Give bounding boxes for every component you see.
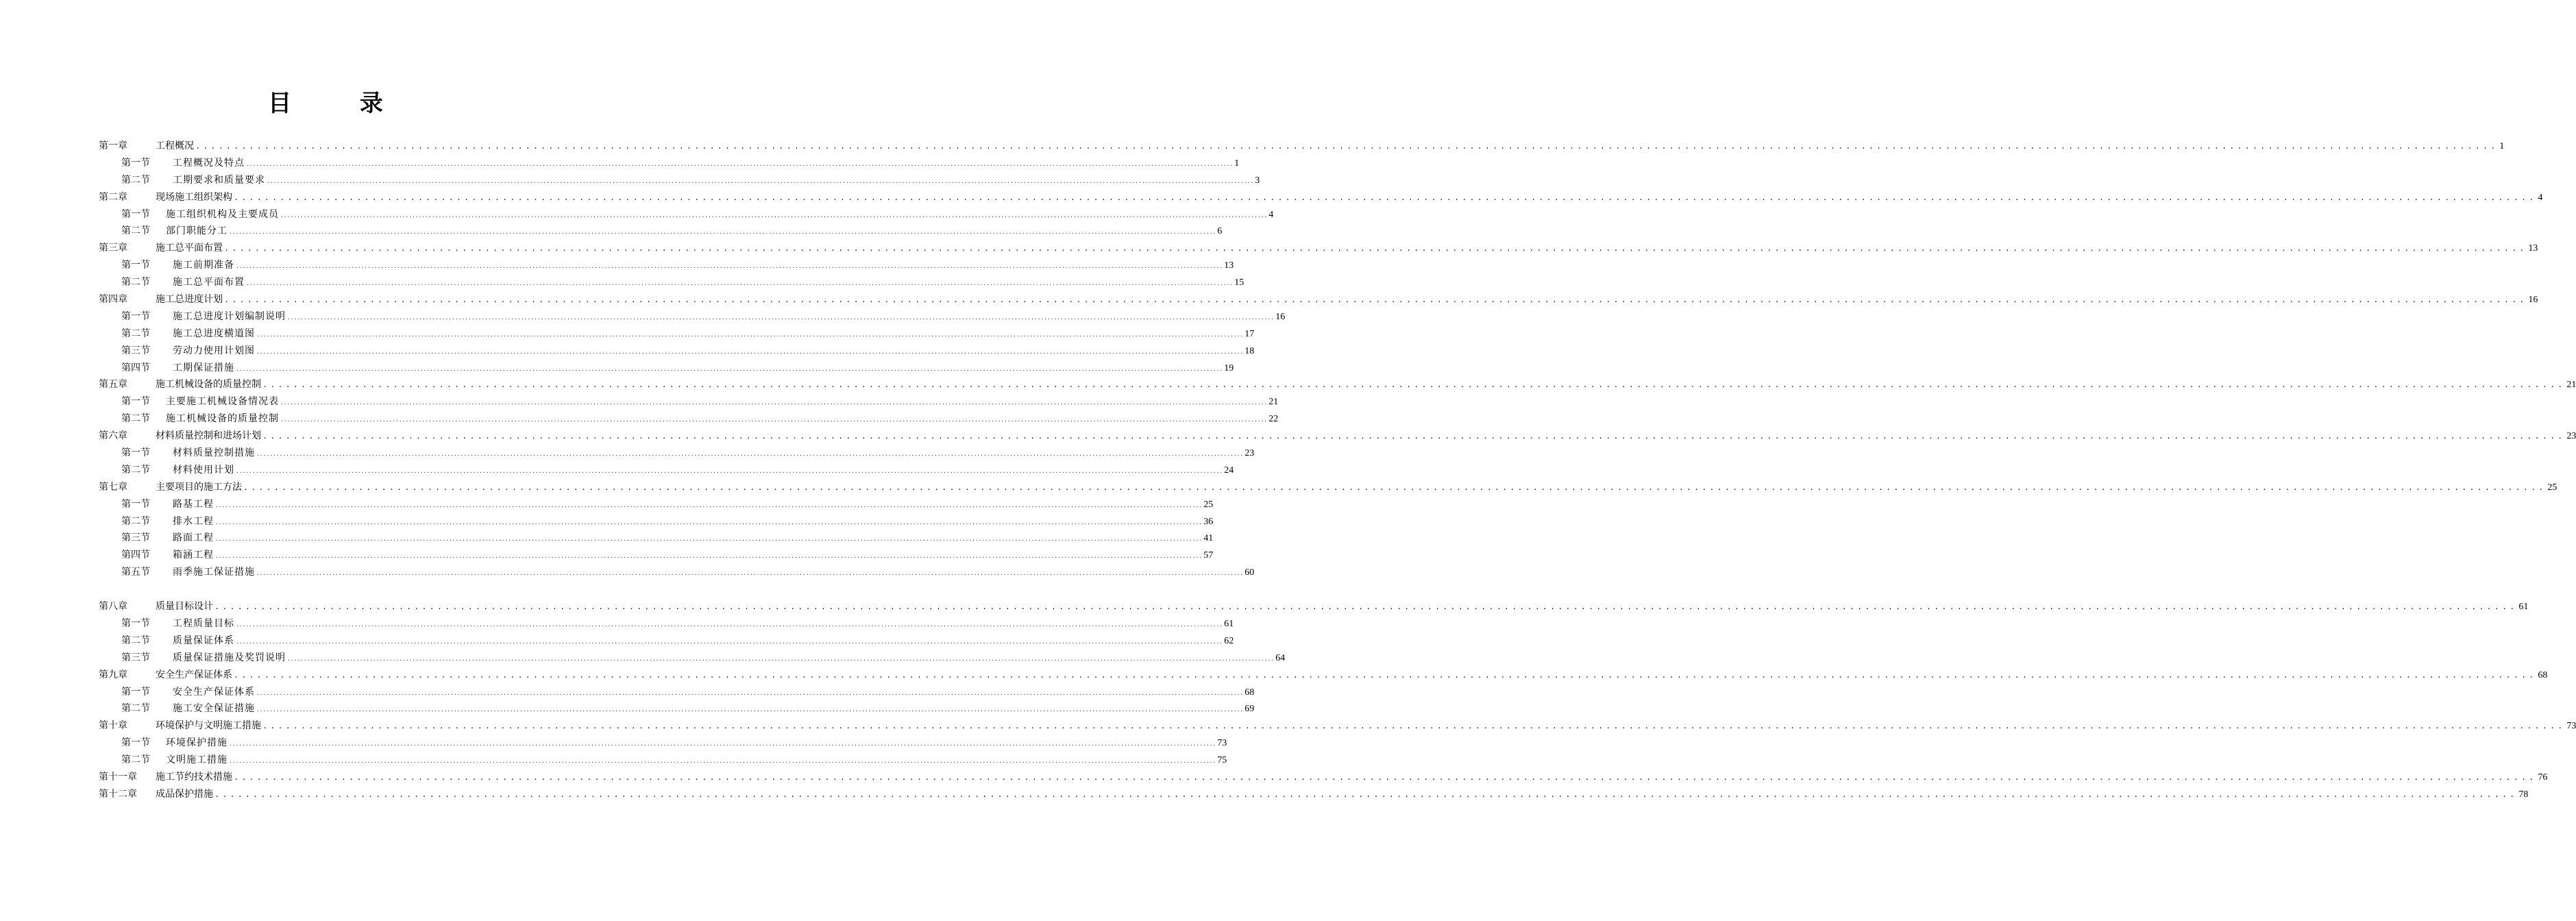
toc-section-row[interactable] (99, 206, 1274, 223)
toc-page-number: 1 (2499, 141, 2505, 151)
toc-entry-number: 第一章 (99, 140, 127, 151)
toc-page-number: 64 (1275, 652, 1286, 663)
toc-page-number: 78 (2518, 789, 2529, 800)
toc-chapter-row[interactable] (99, 138, 2505, 155)
toc-entry-title: 施工组织机构及主要成员 (166, 208, 279, 220)
toc-entry-title: 材料质量控制措施 (173, 447, 255, 459)
toc-entry-title: 排水工程 (173, 515, 214, 527)
toc-entry-number: 第一节 (121, 617, 150, 629)
toc-dot-leader: ............................................................................................................................................................................................................................................................................................................ (256, 690, 1244, 697)
toc-chapter-row[interactable] (99, 598, 2529, 615)
toc-entry-title: 质量目标设计 (156, 601, 213, 613)
toc-entry-number: 第十一章 (99, 771, 137, 783)
toc-page-number: 4 (1268, 209, 1274, 220)
toc-entry-title: 雨季施工保证措施 (173, 567, 255, 578)
toc-page-number: 3 (1255, 175, 1260, 186)
toc-dot-leader: ............................................................................................................................................................................................................................................................................................................ (229, 759, 1216, 765)
toc-entry-number: 第十章 (99, 720, 127, 732)
toc-entry-title: 施工总平面布置 (173, 277, 245, 288)
toc-section-row[interactable] (99, 752, 1227, 769)
toc-page-number: 61 (2518, 602, 2529, 613)
toc-entry-number: 第三节 (121, 652, 150, 663)
toc-dot-leader: ............................................................................................................................................................................................................................................................................................................ (234, 670, 2537, 680)
toc-entry-title: 施工安全保证措施 (173, 703, 255, 715)
toc-dot-leader: ............................................................................................................................................................................................................................................................................................................ (215, 519, 1203, 526)
toc-section-row[interactable] (99, 393, 1279, 410)
toc-page-number: 68 (1244, 687, 1255, 698)
toc-entry-number: 第一节 (121, 157, 150, 169)
toc-section-row[interactable] (99, 615, 1234, 633)
toc-entry-number: 第一节 (121, 498, 150, 510)
toc-page-number: 69 (1244, 704, 1255, 715)
toc-dot-leader: ............................................................................................................................................................................................................................................................................................................ (229, 230, 1216, 236)
toc-chapter-row[interactable] (99, 291, 2538, 308)
toc-page-number: 21 (2566, 380, 2576, 391)
toc-section-row[interactable] (99, 274, 1244, 291)
toc-chapter-row[interactable] (99, 786, 2529, 803)
toc-entry-number: 第二节 (121, 174, 150, 186)
toc-entry-number: 第二节 (121, 635, 150, 646)
toc-section-row[interactable] (99, 155, 1240, 172)
toc-section-row[interactable] (99, 547, 1214, 564)
toc-entry-number: 第二节 (121, 225, 150, 237)
toc-entry-title: 施工总平面布置 (156, 243, 223, 254)
toc-page-number: 23 (1244, 448, 1255, 459)
toc-entry-number: 第二节 (121, 515, 150, 527)
toc-entry-number: 第十二章 (99, 788, 137, 800)
toc-section-row[interactable] (99, 308, 1286, 326)
toc-section-row[interactable] (99, 360, 1234, 377)
toc-section-row[interactable] (99, 530, 1214, 547)
toc-entry-number: 第四章 (99, 294, 127, 306)
toc-entry-title: 质量保证措施及奖罚说明 (173, 652, 286, 663)
toc-dot-leader: ............................................................................................................................................................................................................................................................................................................ (287, 315, 1275, 321)
toc-entry-number: 第三节 (121, 345, 150, 356)
toc-entry-number: 第一节 (121, 208, 150, 220)
toc-entry-title: 环境保护措施 (166, 737, 228, 749)
toc-dot-leader: ............................................................................................................................................................................................................................................................................................................ (236, 468, 1223, 475)
toc-entry-number: 第一节 (121, 737, 150, 749)
toc-dot-leader: ............................................................................................................................................................................................................................................................................................................ (215, 502, 1203, 509)
toc-entry-number: 第一节 (121, 686, 150, 698)
toc-section-row[interactable] (99, 633, 1234, 650)
toc-section-row[interactable] (99, 496, 1214, 513)
toc-entry-title: 施工节约技术措施 (156, 771, 232, 783)
toc-entry-title: 材料使用计划 (173, 464, 234, 476)
toc-page-number: 41 (1203, 533, 1214, 544)
toc-entry-number: 第八章 (99, 601, 127, 613)
toc-page-number: 18 (1244, 345, 1255, 356)
toc-dot-leader: ............................................................................................................................................................................................................................................................................................................ (287, 656, 1275, 663)
toc-dot-leader: ............................................................................................................................................................................................................................................................................................................ (236, 264, 1223, 271)
toc-chapter-row[interactable] (99, 240, 2538, 257)
toc-dot-leader: ............................................................................................................................................................................................................................................................................................................ (246, 161, 1234, 168)
toc-chapter-row[interactable] (99, 189, 2543, 206)
toc-page-number: 23 (2566, 431, 2576, 442)
toc-dot-leader: ............................................................................................................................................................................................................................................................................................................ (243, 482, 2547, 493)
toc-entry-number: 第二节 (121, 754, 150, 766)
toc-entry-title: 材料质量控制和进场计划 (156, 430, 261, 442)
toc-entry-title: 文明施工措施 (166, 754, 228, 766)
toc-entry-title: 路基工程 (173, 498, 214, 510)
toc-page-number: 19 (1224, 363, 1234, 373)
toc-entry-number: 第一节 (121, 310, 150, 322)
toc-page-number: 13 (1224, 260, 1234, 271)
table-of-contents (99, 138, 2576, 803)
toc-entry-number: 第三节 (121, 532, 150, 544)
toc-dot-leader: ............................................................................................................................................................................................................................................................................................................ (246, 281, 1234, 288)
toc-entry-number: 第六章 (99, 430, 127, 442)
toc-entry-title: 环境保护与文明施工措施 (156, 720, 261, 732)
toc-entry-title: 工程概况及特点 (173, 157, 245, 169)
toc-section-row[interactable] (99, 172, 1260, 189)
toc-entry-title: 施工总进度计划 (156, 294, 223, 306)
toc-section-row[interactable] (99, 684, 1255, 701)
toc-page-number: 62 (1224, 635, 1234, 646)
toc-entry-number: 第七章 (99, 481, 127, 493)
toc-entry-title: 成品保护措施 (156, 788, 213, 800)
toc-page-number: 21 (1268, 397, 1279, 408)
toc-dot-leader: ............................................................................................................................................................................................................................................................................................................ (236, 622, 1223, 628)
toc-dot-leader: ............................................................................................................................................................................................................................................................................................................ (236, 639, 1223, 646)
toc-entry-title: 施工总进度计划编制说明 (173, 310, 286, 322)
toc-page-number: 15 (1234, 278, 1244, 288)
toc-entry-number: 第五节 (121, 567, 150, 578)
toc-entry-title: 施工前期准备 (173, 260, 234, 271)
toc-page-number: 68 (2538, 670, 2548, 680)
toc-entry-title: 部门职能分工 (166, 225, 228, 237)
toc-page-number: 13 (2528, 243, 2538, 254)
toc-page-number: 73 (2566, 721, 2576, 732)
toc-entry-number: 第二节 (121, 328, 150, 339)
page-title: 目 录 (268, 90, 413, 117)
toc-dot-leader: ............................................................................................................................................................................................................................................................................................................ (214, 789, 2518, 800)
toc-page-number: 1 (1234, 158, 1240, 169)
toc-chapter-row[interactable] (99, 376, 2576, 393)
toc-entry-title: 安全生产保证体系 (156, 669, 232, 680)
toc-dot-leader: ............................................................................................................................................................................................................................................................................................................ (224, 244, 2527, 254)
toc-chapter-row[interactable] (99, 667, 2548, 684)
toc-page-number: 61 (1224, 618, 1234, 629)
toc-entry-title: 施工机械设备的质量控制 (166, 413, 279, 425)
toc-page-number: 36 (1203, 516, 1214, 527)
toc-dot-leader: ............................................................................................................................................................................................................................................................................................................ (280, 400, 1268, 407)
toc-section-row[interactable] (99, 700, 1255, 717)
toc-section-row[interactable] (99, 735, 1227, 752)
toc-entry-title: 安全生产保证体系 (173, 686, 255, 698)
toc-entry-title: 劳动力使用计划图 (173, 345, 255, 356)
toc-entry-title: 现场施工组织架构 (156, 191, 232, 203)
toc-section-row[interactable] (99, 326, 1255, 343)
toc-entry-number: 第四节 (121, 550, 150, 561)
toc-dot-leader: ............................................................................................................................................................................................................................................................................................................ (256, 452, 1244, 458)
toc-entry-title: 施工总进度横道图 (173, 328, 255, 339)
toc-entry-number: 第一节 (121, 447, 150, 459)
toc-page-number: 22 (1268, 414, 1279, 425)
toc-dot-leader: ............................................................................................................................................................................................................................................................................................................ (236, 366, 1223, 373)
toc-page-number: 25 (2547, 482, 2557, 493)
toc-dot-leader: ............................................................................................................................................................................................................................................................................................................ (267, 178, 1254, 185)
toc-section-row[interactable] (99, 343, 1255, 360)
toc-dot-leader: ............................................................................................................................................................................................................................................................................................................ (256, 571, 1244, 578)
toc-entry-title: 主要施工机械设备情况表 (166, 396, 279, 408)
toc-dot-leader: ............................................................................................................................................................................................................................................................................................................ (215, 537, 1203, 543)
toc-entry-title: 工程质量目标 (173, 617, 234, 629)
toc-dot-leader: ............................................................................................................................................................................................................................................................................................................ (234, 193, 2537, 203)
toc-entry-number: 第九章 (99, 669, 127, 680)
toc-section-row[interactable] (99, 650, 1286, 667)
toc-entry-title: 主要项目的施工方法 (156, 481, 242, 493)
toc-page-number: 57 (1203, 550, 1214, 561)
toc-entry-title: 施工机械设备的质量控制 (156, 379, 261, 391)
toc-entry-title: 箱涵工程 (173, 550, 214, 561)
toc-section-row[interactable] (99, 223, 1223, 240)
toc-entry-title: 质量保证体系 (173, 635, 234, 646)
toc-dot-leader: ............................................................................................................................................................................................................................................................................................................ (224, 295, 2527, 306)
toc-page-number: 76 (2538, 772, 2548, 783)
toc-entry-title: 工程概况 (156, 140, 194, 151)
toc-page-number: 75 (1217, 755, 1227, 766)
toc-page-number: 24 (1224, 465, 1234, 476)
toc-entry-title: 工期保证措施 (173, 362, 234, 373)
toc-entry-number: 第二节 (121, 277, 150, 288)
toc-section-row[interactable] (99, 564, 1255, 581)
toc-chapter-row[interactable] (99, 717, 2576, 735)
toc-chapter-row[interactable] (99, 769, 2548, 786)
toc-page-number: 60 (1244, 567, 1255, 578)
toc-page-number: 73 (1217, 738, 1227, 749)
toc-section-row[interactable] (99, 513, 1214, 530)
toc-entry-number: 第五章 (99, 379, 127, 391)
toc-page-number: 6 (1217, 226, 1223, 237)
toc-dot-leader: ............................................................................................................................................................................................................................................................................................................ (256, 349, 1244, 356)
toc-entry-number: 第一节 (121, 260, 150, 271)
toc-chapter-row[interactable] (99, 479, 2557, 496)
toc-entry-number: 第二节 (121, 464, 150, 476)
toc-page-number: 16 (2528, 295, 2538, 306)
toc-page-number: 25 (1203, 499, 1214, 510)
toc-entry-number: 第二章 (99, 191, 127, 203)
toc-page-number: 16 (1275, 311, 1286, 322)
toc-dot-leader: ............................................................................................................................................................................................................................................................................................................ (280, 212, 1268, 219)
toc-dot-leader: ............................................................................................................................................................................................................................................................................................................ (262, 722, 2566, 732)
toc-section-row[interactable] (99, 410, 1279, 428)
toc-dot-leader: ............................................................................................................................................................................................................................................................................................................ (262, 380, 2566, 391)
toc-dot-leader: ............................................................................................................................................................................................................................................................................................................ (195, 142, 2499, 151)
toc-dot-leader: ............................................................................................................................................................................................................................................................................................................ (262, 432, 2566, 442)
toc-page-number: 4 (2538, 192, 2543, 203)
toc-dot-leader: ............................................................................................................................................................................................................................................................................................................ (256, 332, 1244, 339)
toc-dot-leader: ............................................................................................................................................................................................................................................................................................................ (214, 602, 2518, 613)
toc-entry-number: 第四节 (121, 362, 150, 373)
toc-chapter-row[interactable] (99, 428, 2576, 445)
toc-dot-leader: ............................................................................................................................................................................................................................................................................................................ (256, 707, 1244, 714)
toc-dot-leader: ............................................................................................................................................................................................................................................................................................................ (229, 741, 1216, 748)
toc-entry-number: 第一节 (121, 396, 150, 408)
toc-entry-number: 第二节 (121, 703, 150, 715)
toc-page-number: 17 (1244, 328, 1255, 339)
toc-section-row[interactable] (99, 445, 1255, 462)
toc-section-row[interactable] (99, 462, 1234, 479)
toc-entry-number: 第二节 (121, 413, 150, 425)
toc-dot-leader: ............................................................................................................................................................................................................................................................................................................ (280, 417, 1268, 424)
toc-dot-leader: ............................................................................................................................................................................................................................................................................................................ (234, 772, 2537, 783)
toc-entry-number: 第三章 (99, 243, 127, 254)
toc-dot-leader: ............................................................................................................................................................................................................................................................................................................ (215, 554, 1203, 561)
toc-entry-title: 工期要求和质量要求 (173, 174, 265, 186)
toc-entry-title: 路面工程 (173, 532, 214, 544)
toc-section-row[interactable] (99, 257, 1234, 274)
